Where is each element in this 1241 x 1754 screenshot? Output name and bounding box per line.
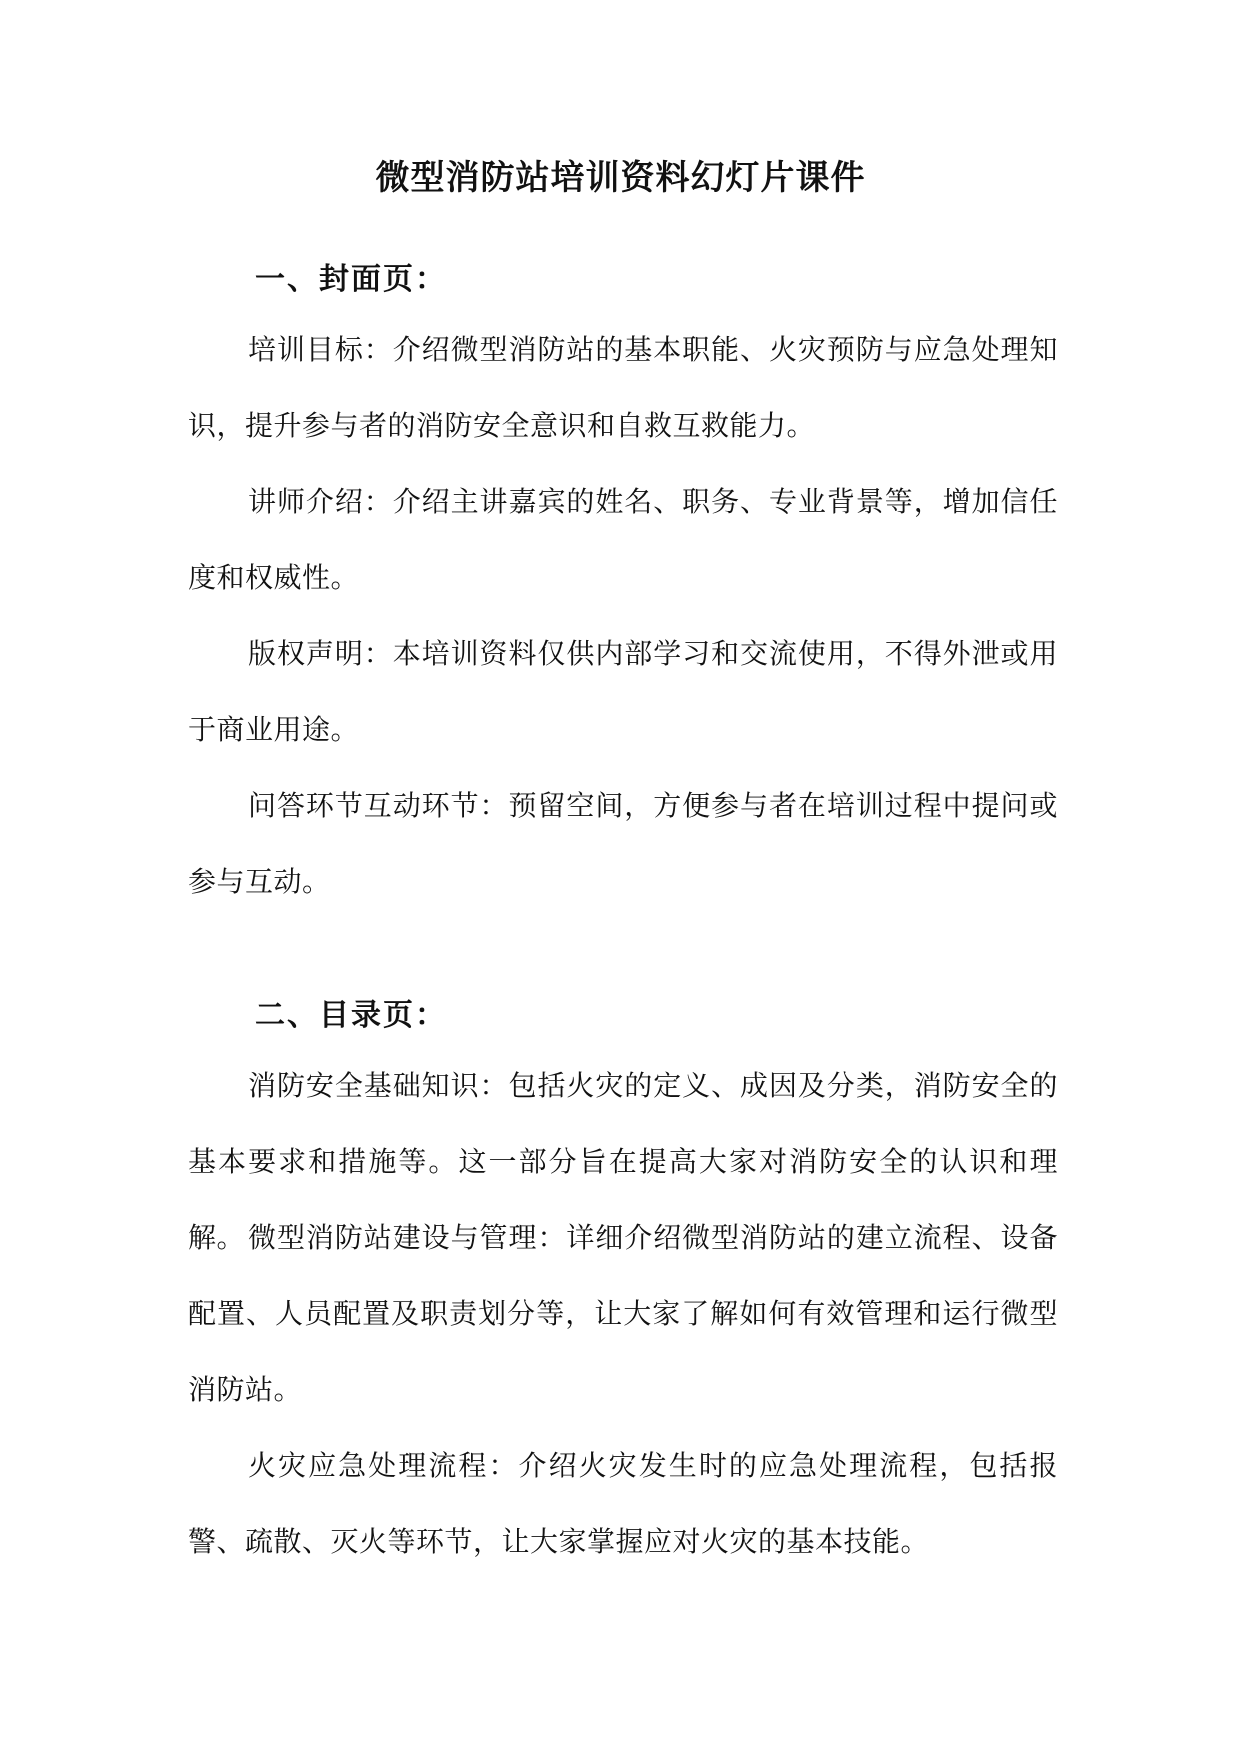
paragraph-qa-interaction: 问答环节互动环节：预留空间，方便参与者在培训过程中提问或参与互动。	[188, 789, 1058, 898]
section-heading-cover: 一、封面页：	[255, 262, 447, 297]
document-title: 微型消防站培训资料幻灯片课件	[375, 158, 866, 198]
paragraph-emergency-process: 火灾应急处理流程：介绍火灾发生时的应急处理流程，包括报警、疏散、灭火等环节，让大家掌握应对火灾的基本技能。	[188, 1449, 1058, 1558]
paragraph-copyright: 版权声明：本培训资料仅供内部学习和交流使用，不得外泄或用于商业用途。	[188, 637, 1058, 746]
paragraph-instructor-intro: 讲师介绍：介绍主讲嘉宾的姓名、职务、专业背景等，增加信任度和权威性。	[188, 485, 1058, 594]
paragraph-station-management: 微型消防站建设与管理：详细介绍微型消防站的建立流程、设备配置、人员配置及职责划分等，让大家了解如何有效管理和运行微型消防站。	[188, 1221, 1058, 1406]
paragraph-fire-safety-basics: 消防安全基础知识：包括火灾的定义、成因及分类，消防安全的基本要求和措施等。这一部分旨在提高大家对消防安全的认识和理解。	[188, 1069, 1058, 1254]
section-heading-toc: 二、目录页：	[255, 998, 447, 1033]
paragraph-training-goal: 培训目标：介绍微型消防站的基本职能、火灾预防与应急处理知识，提升参与者的消防安全意识和自救互救能力。	[188, 333, 1058, 442]
